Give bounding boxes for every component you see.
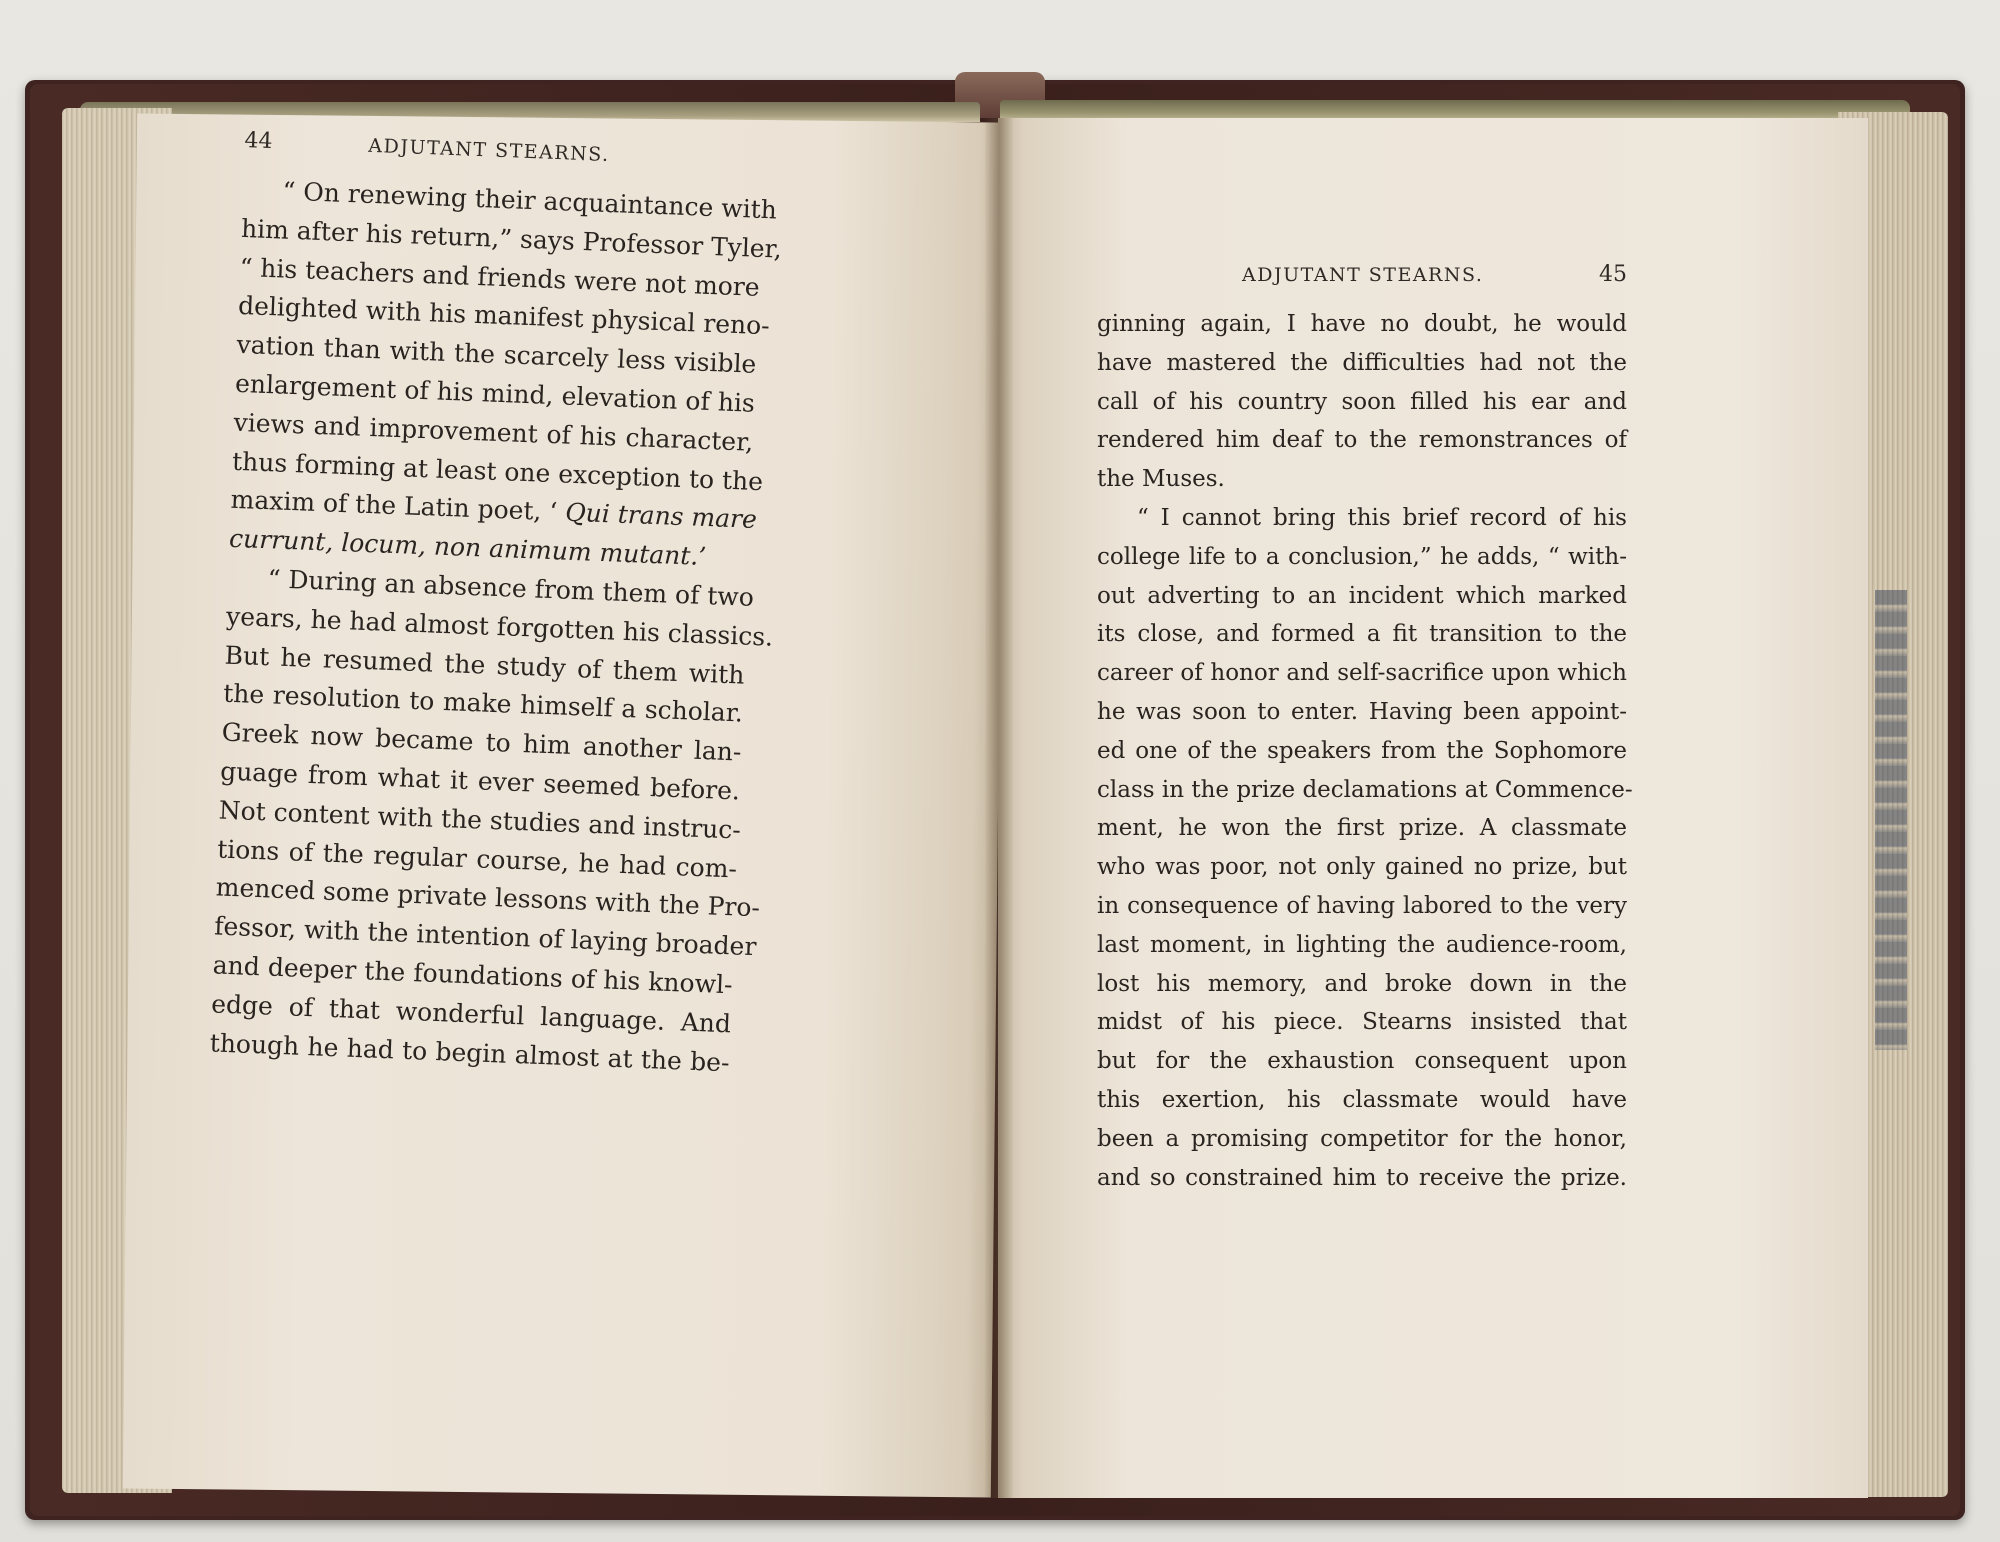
text-line: Not content with the studies and instruc-	[218, 795, 742, 845]
text-line: ed one of the speakers from the Sophomore	[1097, 737, 1627, 764]
text-line: out adverting to an incident which marked	[1097, 582, 1627, 609]
text-line: last moment, in lighting the audience-room,	[1097, 931, 1627, 958]
text-line: edge of that wonderful language. And	[210, 989, 732, 1039]
text-line: currunt, locum, non animum mutant.’	[228, 523, 707, 572]
text-line: class in the prize declamations at Commence-	[1097, 776, 1633, 803]
text-line: delighted with his manifest physical reno-	[237, 291, 771, 341]
text-line: years, he had almost forgotten his classics.	[225, 601, 774, 652]
text-line: him after his return,” says Professor Tyler,	[240, 213, 783, 264]
book-gutter	[985, 118, 1013, 1498]
text-line: “ I cannot bring this brief record of his	[1137, 504, 1627, 531]
left-head-title: ADJUTANT STEARNS.	[367, 134, 611, 167]
left-page-number: 44	[244, 128, 273, 155]
right-running-head	[1097, 262, 1627, 287]
text-line-roman: maxim of the Latin poet, ‘	[230, 485, 566, 527]
text-line: guage from what it ever seemed before.	[219, 756, 741, 806]
text-line: lost his memory, and broke down in the	[1097, 970, 1627, 997]
text-line: but for the exhaustion consequent upon	[1097, 1048, 1627, 1075]
text-line: college life to a conclusion,” he adds, “ with-	[1097, 543, 1627, 570]
text-line: and so constrained him to receive the prize.	[1097, 1164, 1627, 1191]
text-line: ment, he won the first prize. A classmate	[1097, 815, 1627, 842]
text-line: fessor, with the intention of laying broader	[213, 911, 757, 962]
text-line: been a promising competitor for the honor,	[1097, 1125, 1627, 1152]
text-line: who was poor, not only gained no prize, but	[1097, 854, 1627, 881]
text-line: “ On renewing their acquaintance with	[282, 176, 778, 225]
text-line: career of honor and self-sacrifice upon which	[1097, 660, 1627, 687]
text-line: in consequence of having labored to the very	[1097, 892, 1627, 919]
text-line: But he resumed the study of them with	[224, 640, 745, 690]
right-head-title: ADJUTANT STEARNS.	[1242, 264, 1484, 286]
text-line: Greek now became to him another lan-	[221, 717, 742, 767]
right-page-number: 45	[1599, 262, 1627, 287]
text-line: this exertion, his classmate would have	[1097, 1086, 1627, 1113]
text-line: ginning again, I have no doubt, he would	[1097, 311, 1627, 337]
text-line: “ his teachers and friends were not more	[239, 252, 761, 302]
text-line: tions of the regular course, he had com-	[216, 834, 738, 883]
text-line: he was soon to enter. Having been appoint-	[1097, 698, 1627, 725]
text-line: the Muses.	[1097, 466, 1225, 493]
text-line: though he had to begin almost at the be-	[209, 1027, 731, 1077]
text-line: have mastered the difficulties had not the	[1097, 349, 1627, 376]
right-page-text	[1097, 262, 1633, 1197]
text-line: vation than with the scarcely less visible	[236, 330, 757, 379]
text-line: call of his country soon filled his ear and	[1097, 388, 1627, 415]
text-line: its close, and formed a fit transition to the	[1097, 621, 1627, 648]
text-line: midst of his piece. Stearns insisted that	[1097, 1009, 1627, 1036]
text-line-italic: Qui trans mare	[564, 497, 758, 535]
library-stamp-mark	[1875, 590, 1907, 1050]
text-line: and deeper the foundations of his knowl-	[212, 950, 734, 1000]
text-line: views and improvement of his character,	[233, 407, 754, 457]
text-line: the resolution to make himself a scholar.	[222, 678, 744, 728]
text-line: “ During an absence from them of two	[267, 564, 755, 612]
text-line: thus forming at least one exception to the	[231, 446, 764, 496]
text-line: rendered him deaf to the remonstrances of	[1097, 427, 1627, 454]
text-line: menced some private lessons with the Pro-	[215, 872, 761, 923]
left-page-text	[209, 128, 934, 1089]
text-line: enlargement of his mind, elevation of his	[234, 368, 756, 418]
